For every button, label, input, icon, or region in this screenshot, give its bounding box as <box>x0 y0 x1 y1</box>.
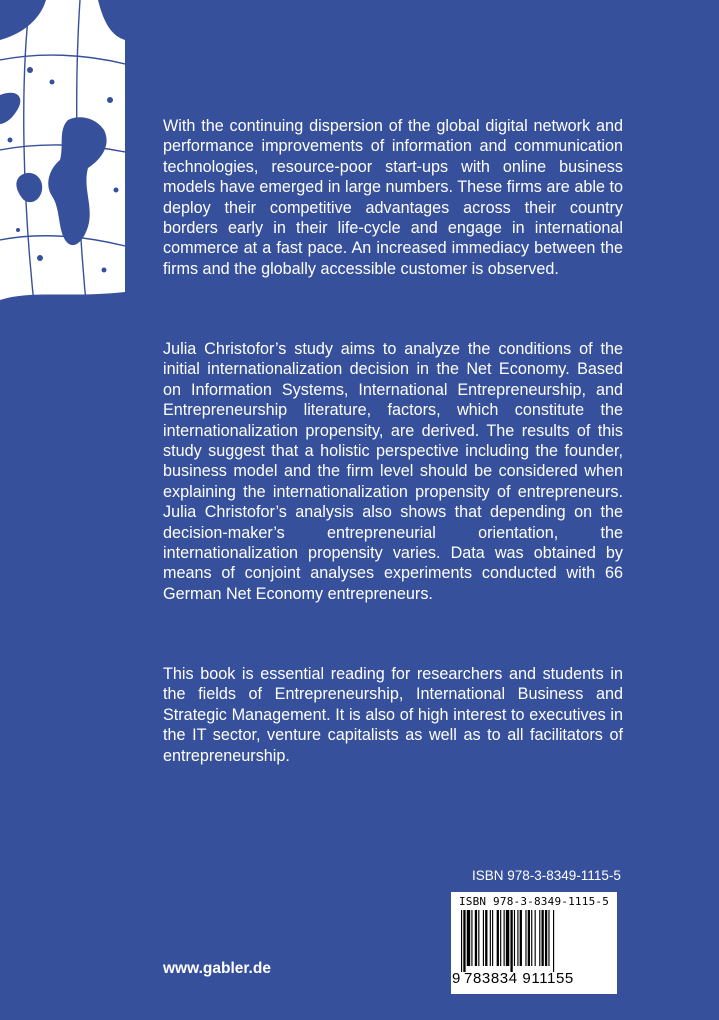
description-paragraph-2: Julia Christofor’s study aims to analyze the conditions of the initial internationalization decision in the Net Economy. Based on Information Systems, International Entrepreneurship, and Entrepreneurship literature, factors, which constitute the internationalization propensity, are derived. The results of this study suggest that a holistic perspective including the founder, business model and the firm level should be considered when explaining the internationalization propensity of entrepreneurs. Julia Christofor’s analysis also shows that depending on the decision-maker’s entrepreneurial orientation, the internationalization propensity varies. Data was obtained by means of conjoint analyses experiments conducted with 66 German Net Economy entrepreneurs. <box>163 340 623 603</box>
description-paragraph-3: This book is essential reading for researchers and students in the fields of Entrepreneurship, International Business and Strategic Management. It is also of high interest to executives in the IT sector, venture capitalists as well as to all facilitators of entrepreneurship. <box>163 665 623 765</box>
isbn-label: ISBN 978-3-8349-1115-5 <box>472 868 621 883</box>
barcode-lead-digit: 9 <box>452 970 461 987</box>
barcode-bars <box>459 910 609 972</box>
isbn-barcode <box>451 892 617 994</box>
globe-illustration <box>0 0 125 322</box>
barcode-digits: 783834 911155 <box>464 970 574 987</box>
description-paragraph-1: With the continuing dispersion of the global digital network and performance improvements of information and communication technologies, resource-poor start-ups with online business models have emerged in large numbers. These firms are able to deploy their competitive advantages across their country borders early in their life-cycle and engage in international commerce at a fast pace. An increased immediacy between the firms and the globally accessible customer is observed. <box>163 117 623 278</box>
barcode-isbn-text: ISBN 978-3-8349-1115-5 <box>458 895 610 908</box>
publisher-website: www.gabler.de <box>163 960 271 977</box>
